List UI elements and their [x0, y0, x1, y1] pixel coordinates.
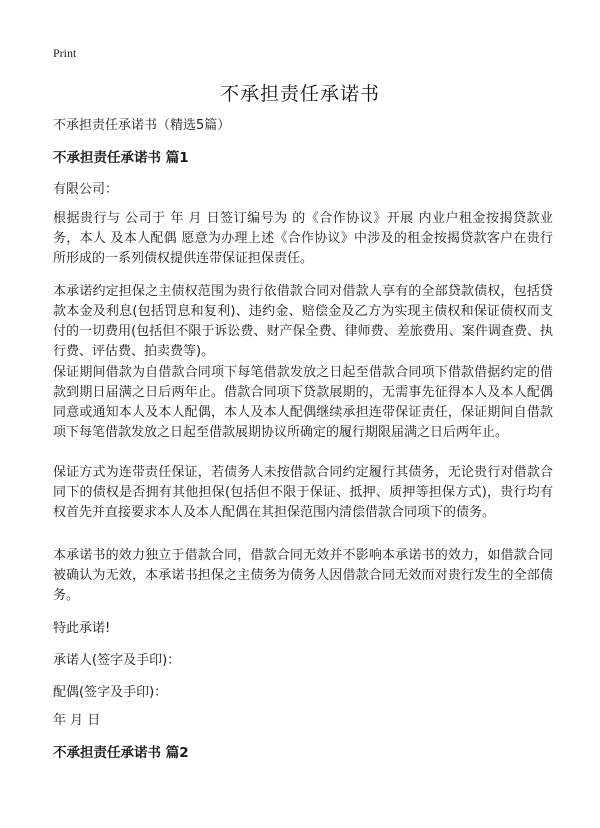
paragraph-5: 本承诺书的效力独立于借款合同，借款合同无效并不影响本承诺书的效力，如借款合同被确认为无效，本承诺书担保之主债务为债务人因借款合同无效而对贵行发生的全部债务。: [53, 548, 553, 603]
document-subtitle: 不承担责任承诺书（精选5篇）: [53, 118, 231, 133]
date-line: 年 月 日: [53, 713, 101, 728]
signer-line: 承诺人(签字及手印)：: [53, 653, 181, 668]
paragraph-3: 保证期间借款为自借款合同项下每笔借款发放之日起至借款合同项下借款借据约定的借款到期日届满之日后两年止。借款合同项下贷款展期的，无需事先征得本人及本人配偶同意或通知本人及本人配偶，本人及本人配偶继续承担连带保证责任，保证期间自借款项下每笔借款发放之日起至借款展期协议所确定的履行期限届满之日后两年止。: [53, 365, 553, 440]
closing-statement: 特此承诺!: [53, 621, 111, 636]
section-heading-2: 不承担责任承诺书 篇2: [53, 745, 189, 761]
spouse-line: 配偶(签字及手印)：: [53, 685, 168, 700]
print-label[interactable]: Print: [53, 46, 77, 60]
section-heading-1: 不承担责任承诺书 篇1: [53, 150, 189, 166]
salutation: 有限公司：: [53, 182, 119, 197]
document-title: 不承担责任承诺书: [219, 83, 380, 105]
paragraph-2: 本承诺约定担保之主债权范围为贵行依借款合同对借款人享有的全部贷款债权，包括贷款本金及利息(包括罚息和复利)、违约金、赔偿金及乙方为实现主债权和保证债权而支付的一切费用(包括但不限于诉讼费、财产保全费、律师费、差旅费用、案件调查费、执行费、评估费、拍卖费等)。: [53, 284, 553, 359]
paragraph-4: 保证方式为连带责任保证，若债务人未按借款合同约定履行其债务，无论贵行对借款合同下的债权是否拥有其他担保(包括但不限于保证、抵押、质押等担保方式)，贵行均有权首先并直接要求本人及本人配偶在其担保范围内清偿借款合同项下的债务。: [53, 465, 553, 520]
paragraph-1: 根据贵行与 公司于 年 月 日签订编号为 的《合作协议》开展 内业户租金按揭贷款业务，本人 及本人配偶 愿意为办理上述《合作协议》中涉及的租金按揭贷款客户在贵行所形成的一系列债权提供连带保证担保责任。: [53, 211, 553, 266]
